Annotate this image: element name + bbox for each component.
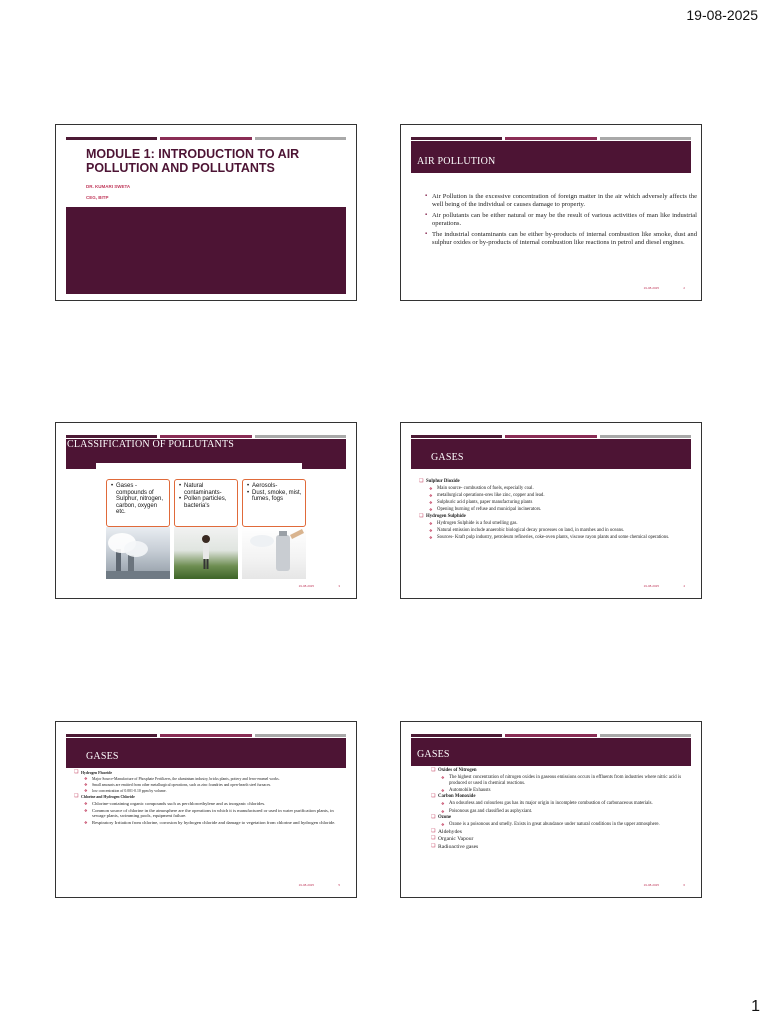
list-item: ❏ Radioactive gases (431, 844, 687, 851)
slide-title: GASES (417, 749, 450, 760)
list-item: ❖ An odourless and colourless gas has its major origin in incomplete combustion of carbonaceous materials. (431, 801, 687, 807)
box-item: • Aerosols- (247, 483, 303, 490)
header-date: 19-08-2025 (686, 7, 758, 23)
list-item: ❖ low concentration of 0.001-0.10 ppm by volume. (74, 789, 342, 794)
aerosol-spray-image (242, 527, 306, 579)
title-band (411, 439, 691, 469)
box-item: • Pollen particles, bacteria's (179, 496, 235, 509)
box-item: • Natural contaminants- (179, 483, 235, 496)
footer-slide-number: 3 (338, 584, 340, 588)
author-name: DR. KUMARI SWETA (86, 184, 131, 189)
section-heading: ❏ Chlorine and Hydrogen Chloride (74, 795, 342, 800)
section-heading: ❏ Ozone (431, 815, 687, 821)
section-heading: ❏ Sulphur Dioxide (419, 479, 687, 485)
footer-date: 19-08-2025 (298, 883, 314, 887)
list-item: ❖ Automobile Exhausts (431, 788, 687, 794)
list-item: ❖ Respiratory Irritation from chlorine, corrosion by hydrogen chloride and damage to vegetation from chlorine and hydrogen chloride. (74, 820, 342, 825)
list-item: ❖ metallurgical operations-ores like zinc, copper and lead. (419, 493, 687, 499)
bullet-item: ▪ The industrial contaminants can be either by-products of internal combustion like smoke, dust and sulphur oxides or by-products of internal combustion like reactions in petrol and diesel engines. (425, 231, 697, 246)
box-item: • Gases - compounds of Sulphur, nitrogen, carbon, oxygen etc. (111, 483, 167, 516)
slide-title: GASES (431, 452, 464, 463)
title-band (411, 141, 691, 173)
bullet-list (425, 193, 697, 251)
classification-diagram (96, 463, 302, 583)
slide-title: GASES (86, 751, 119, 762)
footer-date: 19-08-2025 (643, 883, 659, 887)
accent-bars (66, 435, 346, 438)
slide-title: CLASSIFICATION OF POLLUTANTS (67, 439, 235, 450)
list-item: ❖ Common source of chlorine in the atmosphere are the operations in which it is manufactured or used in water purification plants, in sewage plants, swimming pools, equipment failure. (74, 808, 342, 819)
accent-bars (66, 734, 346, 737)
bullet-item: ▪ Air pollutants can be either natural or may be the result of various activities of man like industrial operations. (425, 212, 697, 227)
footer-date: 19-08-2025 (643, 286, 659, 290)
accent-bars (411, 734, 691, 737)
list-item: ❖ Small amounts are emitted from other metallurgical operations, such as zinc foundries and open-hearth steel furnaces. (74, 783, 342, 788)
section-heading: ❏ Oxides of Nitrogen (431, 768, 687, 774)
list-item: ❖ Sources- Kraft pulp industry, petroleum refineries, coke-oven plants, viscose rayon plants and some chemical operations. (419, 535, 687, 541)
gases-box (106, 479, 170, 527)
slide-content (419, 478, 687, 541)
slide-1 (55, 124, 357, 301)
slide-content (74, 770, 342, 826)
list-item: ❖ Natural emission include anaerobic biological decay processes on land, in marshes and in oceans. (419, 528, 687, 534)
box-item: • Dust, smoke, mist, fumes, fogs (247, 490, 303, 503)
list-item: ❖ Opening burning of refuse and municipal incinerators. (419, 507, 687, 513)
footer-slide-number: 2 (683, 286, 685, 290)
person-in-field-image (174, 527, 238, 579)
section-heading: ❏ Carbon Monoxide (431, 794, 687, 800)
slide-5 (55, 721, 357, 898)
module-title: MODULE 1: INTRODUCTION TO AIR POLLUTION AND POLLUTANTS (86, 147, 300, 175)
section-heading: ❏ Hydrogen Fluoride (74, 771, 342, 776)
list-item: ❖ Ozone is a poisonous and smelly. Exists in great abundance under natural conditions in the upper atmosphere. (431, 822, 687, 828)
footer-slide-number: 6 (683, 883, 685, 887)
aerosols-box (242, 479, 306, 527)
list-item: ❖ Hydrogen Sulphide is a foul smelling gas. (419, 521, 687, 527)
slide-6 (400, 721, 702, 898)
list-item: ❖ Sulphuric acid plants, paper manufacturing plants (419, 500, 687, 506)
slide-content (431, 767, 687, 851)
factory-smoke-image (106, 527, 170, 579)
accent-bars (411, 137, 691, 140)
list-item: ❖ Chlorine-containing organic compounds such as perchloroethylene and as inorganic chlorides. (74, 801, 342, 806)
section-heading: ❏ Hydrogen Sulphide (419, 514, 687, 520)
footer-date: 19-08-2025 (643, 584, 659, 588)
natural-contaminants-box (174, 479, 238, 527)
accent-bars (411, 435, 691, 438)
accent-bars (66, 137, 346, 140)
list-item: ❖ Main source- combustion of fuels, especially coal. (419, 486, 687, 492)
footer-slide-number: 5 (338, 883, 340, 887)
slide-4 (400, 422, 702, 599)
footer-slide-number: 4 (683, 584, 685, 588)
list-item: ❖ The highest concentration of nitrogen oxides in gaseous emissions occurs in effluents from industries where nitric acid is produced or used in chemical reactions. (431, 775, 687, 786)
list-item: ❖ Major Source-Manufacture of Phosphate Fertilizers, the aluminium industry, bricks plants, pottery and ferro-enamel works. (74, 777, 342, 782)
list-item: ❖ Poisonous gas and classified as asphyxiant. (431, 809, 687, 815)
footer-date: 19-08-2025 (298, 584, 314, 588)
list-item: ❏ Organic Vapour (431, 836, 687, 843)
slide-3 (55, 422, 357, 599)
slide-title: AIR POLLUTION (417, 156, 496, 167)
page-number: 1 (751, 998, 760, 1015)
title-band (66, 207, 346, 294)
list-item: ❏ Aldehydes (431, 829, 687, 836)
author-org: CEG, BITP (86, 195, 109, 200)
title-band (411, 738, 691, 766)
slide-2 (400, 124, 702, 301)
bullet-item: ▪ Air Pollution is the excessive concentration of foreign matter in the air which adversely affects the well being of the individual or causes damage to property. (425, 193, 697, 208)
title-band (66, 738, 346, 768)
